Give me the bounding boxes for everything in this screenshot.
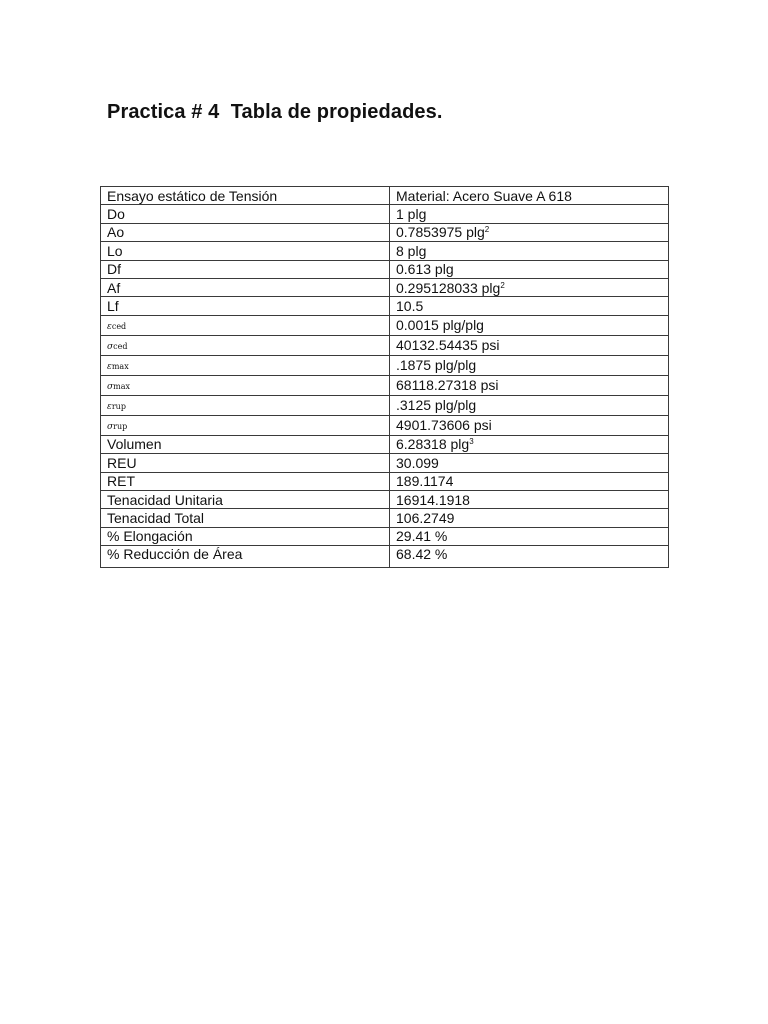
property-symbol: σ [107, 341, 114, 352]
property-value: 68.42 % [396, 546, 448, 563]
table-row [101, 242, 669, 260]
property-label-cell [101, 509, 390, 527]
table-header-row [101, 187, 669, 205]
property-label-cell [101, 395, 390, 415]
property-label-cell [101, 435, 390, 453]
property-value-cell [390, 335, 669, 355]
property-symbol-subscript: ced [113, 341, 128, 351]
property-label-cell [101, 527, 390, 545]
property-value-cell [390, 223, 669, 241]
table-row [101, 415, 669, 435]
table-row [101, 490, 669, 508]
table-row [101, 546, 669, 568]
property-value-cell [390, 415, 669, 435]
property-label-cell [101, 490, 390, 508]
property-value-cell [390, 242, 669, 260]
property-symbol: σ [107, 381, 114, 392]
unit-exponent: 2 [484, 225, 490, 235]
property-value-cell [390, 355, 669, 375]
property-label-cell [101, 297, 390, 315]
property-value: 6.28318 plg [396, 436, 470, 453]
property-label-cell [101, 223, 390, 241]
properties-table [100, 186, 669, 568]
page-title: Practica # 4 Tabla de propiedades. [107, 101, 443, 123]
table-row [101, 509, 669, 527]
property-value: 0.7853975 plg [396, 224, 485, 241]
table-row [101, 527, 669, 545]
property-label-cell [101, 278, 390, 296]
property-value: 8 plg [396, 242, 427, 259]
property-value: 106.2749 [396, 509, 455, 526]
property-label: Tenacidad Total [107, 509, 205, 526]
property-value-cell [390, 395, 669, 415]
property-value: 30.099 [396, 454, 439, 471]
table-row [101, 335, 669, 355]
property-value-cell [390, 527, 669, 545]
table-row [101, 395, 669, 415]
property-label-cell [101, 315, 390, 335]
property-label-cell [101, 415, 390, 435]
property-label: Do [107, 206, 125, 223]
property-label-cell [101, 355, 390, 375]
table-row [101, 472, 669, 490]
property-value: 68118.27318 psi [396, 377, 499, 394]
property-label-cell [101, 260, 390, 278]
table-row [101, 454, 669, 472]
property-value-cell [390, 490, 669, 508]
property-symbol: ε [107, 401, 112, 412]
property-label: Tenacidad Unitaria [107, 491, 223, 508]
property-value-cell [390, 297, 669, 315]
property-value-cell [390, 435, 669, 453]
property-value: 0.613 plg [396, 261, 454, 278]
property-symbol-subscript: max [111, 361, 129, 371]
property-value-cell [390, 546, 669, 568]
unit-exponent: 3 [469, 437, 474, 447]
property-value: 0.295128033 plg [396, 279, 501, 296]
table-row [101, 315, 669, 335]
property-value: 10.5 [396, 298, 424, 315]
property-label: Df [107, 261, 121, 278]
table-header-label: Ensayo estático de Tensión [101, 187, 390, 205]
property-label: Lo [107, 242, 123, 259]
property-label: Ao [107, 224, 125, 241]
property-symbol-subscript: rup [113, 421, 128, 431]
property-value: 40132.54435 psi [396, 337, 500, 354]
property-value: 16914.1918 [396, 491, 470, 508]
property-value-cell [390, 260, 669, 278]
table-row [101, 260, 669, 278]
property-label: Af [107, 279, 121, 296]
property-symbol-subscript: ced [111, 321, 127, 331]
property-label-cell [101, 242, 390, 260]
property-value-cell [390, 472, 669, 490]
table-row [101, 435, 669, 453]
table-header-material: Material: Acero Suave A 618 [390, 187, 669, 205]
table-row [101, 278, 669, 296]
table-row [101, 297, 669, 315]
property-label: Lf [107, 298, 119, 315]
property-symbol: ε [107, 361, 112, 372]
property-value-cell [390, 454, 669, 472]
property-value: 189.1174 [396, 473, 454, 490]
property-label-cell [101, 546, 390, 568]
property-label: % Elongación [107, 528, 193, 545]
property-label: REU [107, 454, 137, 471]
property-label-cell [101, 335, 390, 355]
property-label: RET [107, 473, 135, 490]
property-value: 1 plg [396, 206, 427, 223]
table-row [101, 375, 669, 395]
properties-table-body [101, 187, 669, 568]
property-value: .3125 plg/plg [396, 397, 477, 414]
property-label: Volumen [107, 436, 162, 453]
table-row [101, 223, 669, 241]
property-label: % Reducción de Área [107, 546, 243, 563]
unit-exponent: 2 [500, 280, 505, 290]
property-value-cell [390, 205, 669, 223]
property-value: .1875 plg/plg [396, 357, 477, 374]
property-label-cell [101, 472, 390, 490]
property-value: 4901.73606 psi [396, 417, 492, 434]
property-value: 29.41 % [396, 528, 448, 545]
property-value-cell [390, 315, 669, 335]
property-label-cell [101, 375, 390, 395]
property-symbol-subscript: max [113, 381, 131, 391]
property-value-cell [390, 278, 669, 296]
property-value-cell [390, 375, 669, 395]
table-row [101, 205, 669, 223]
property-value-cell [390, 509, 669, 527]
property-symbol: σ [107, 421, 114, 432]
table-row [101, 355, 669, 375]
property-symbol: ε [107, 321, 112, 332]
property-label-cell [101, 454, 390, 472]
property-value: 0.0015 plg/plg [396, 317, 484, 334]
property-label-cell [101, 205, 390, 223]
property-symbol-subscript: rup [111, 401, 126, 411]
